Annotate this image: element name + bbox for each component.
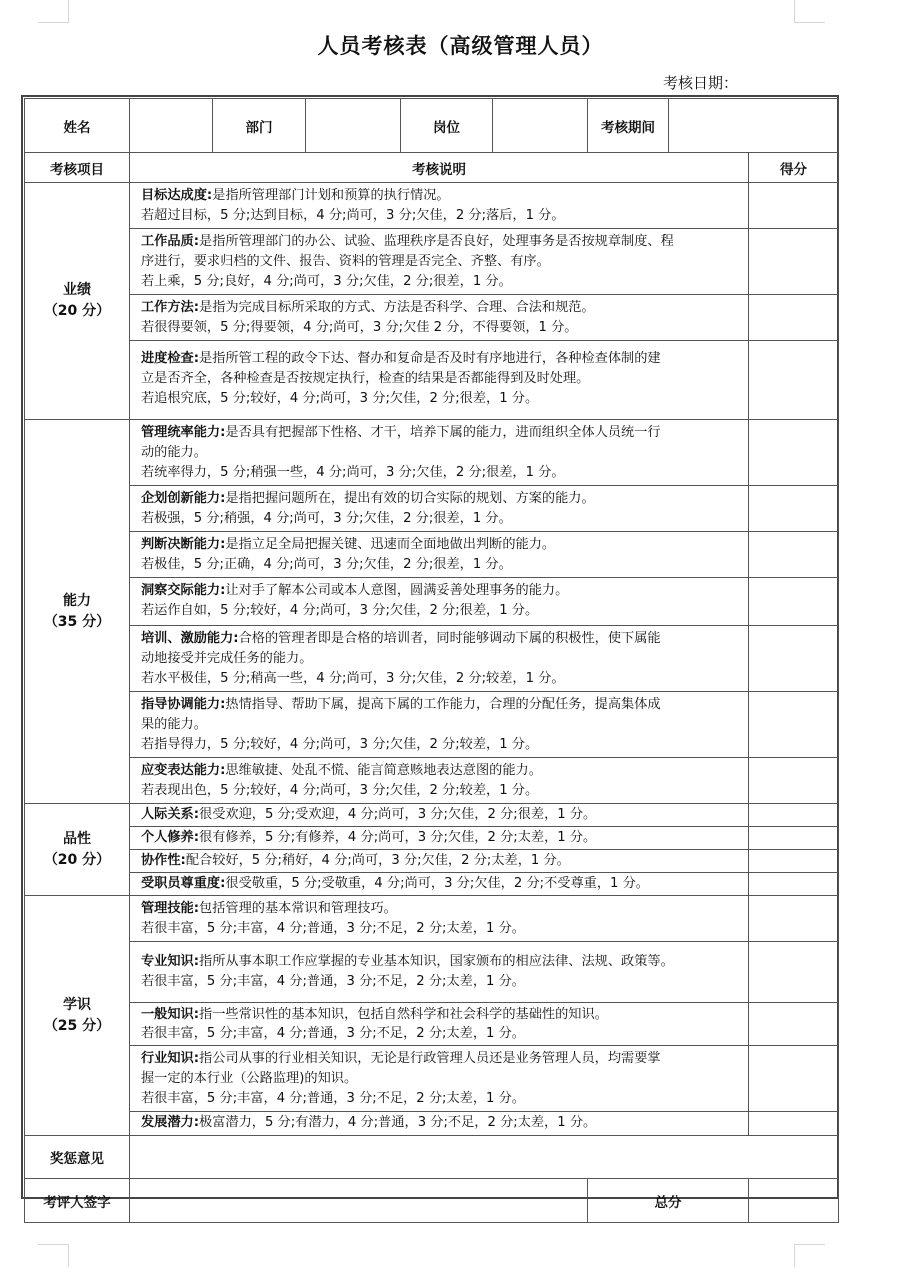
criterion-title: 管理技能: — [141, 901, 200, 916]
score-field[interactable] — [749, 341, 839, 420]
criterion-desc — [130, 896, 749, 942]
criterion-text: 是指把握问题所在，提出有效的切合实际的规划、方案的能力。 — [225, 491, 595, 506]
criterion-title: 判断决断能力: — [141, 537, 226, 552]
criterion-title: 培训、激励能力: — [141, 631, 239, 646]
criterion-text: 很受敬重，5 分;受敬重，4 分;尚可，3 分;欠佳，2 分;不受尊重，1 分。 — [225, 876, 649, 891]
info-row — [25, 99, 839, 153]
criterion-scale: 若极强，5 分;稍强，4 分;尚可，3 分;欠佳，2 分;很差，1 分。 — [141, 511, 512, 526]
criterion-scale: 若上乘，5 分;良好，4 分;尚可，3 分;欠佳，2 分;很差，1 分。 — [141, 274, 512, 289]
category-points: （35 分） — [43, 613, 111, 630]
criterion-desc — [130, 804, 749, 827]
criterion-line — [141, 761, 742, 781]
signature-label: 考评人签字 — [25, 1179, 130, 1223]
criterion-desc — [130, 486, 749, 532]
category-points: （20 分） — [43, 851, 111, 868]
score-field[interactable] — [749, 532, 839, 578]
criterion-scale: 若统率得力，5 分;稍强一些，4 分;尚可，3 分;欠佳，2 分;很差，1 分。 — [141, 465, 565, 480]
name-label: 姓名 — [25, 99, 130, 153]
score-field[interactable] — [749, 626, 839, 692]
criterion-text: 包括管理的基本常识和管理技巧。 — [199, 901, 397, 916]
criterion-row — [25, 850, 839, 873]
criterion-line — [141, 1049, 742, 1069]
criterion-desc — [130, 229, 749, 295]
score-field[interactable] — [749, 183, 839, 229]
criterion-title: 工作品质: — [141, 234, 200, 249]
criterion-line — [141, 186, 742, 206]
criterion-row — [25, 804, 839, 827]
criterion-row — [25, 578, 839, 626]
crop-mark-bottom-left — [38, 1244, 69, 1267]
criterion-line — [141, 629, 742, 649]
criterion-text-cont: 动地接受并完成任务的能力。 — [141, 651, 313, 666]
col-desc-header: 考核说明 — [130, 153, 749, 183]
criterion-text: 极富潜力，5 分;有潜力，4 分;普通，3 分;不足，2 分;太差，1 分。 — [199, 1115, 597, 1130]
crop-mark-top-right — [794, 0, 825, 23]
criterion-desc — [130, 942, 749, 1003]
criterion-scale: 若很丰富，5 分;丰富，4 分;普通，3 分;不足，2 分;太差，1 分。 — [141, 1091, 525, 1106]
criterion-desc — [130, 827, 749, 850]
criterion-row — [25, 758, 839, 804]
criterion-line — [141, 535, 742, 555]
category-points: （20 分） — [43, 303, 111, 319]
score-field[interactable] — [749, 1003, 839, 1046]
category-ability — [25, 420, 130, 804]
total-field[interactable] — [749, 1179, 839, 1223]
criterion-row — [25, 229, 839, 295]
score-field[interactable] — [749, 486, 839, 532]
criterion-text-cont: 序进行，要求归档的文件、报告、资料的管理是否完全、齐整、有序。 — [141, 254, 550, 269]
criterion-line — [141, 423, 742, 443]
criterion-line — [141, 232, 742, 252]
criterion-desc — [130, 341, 749, 420]
criterion-row — [25, 827, 839, 850]
criterion-title: 工作方法: — [141, 300, 200, 315]
criterion-row — [25, 532, 839, 578]
criterion-text-cont: 动的能力。 — [141, 445, 207, 460]
criterion-desc — [130, 532, 749, 578]
criterion-scale: 若很丰富，5 分;丰富，4 分;普通，3 分;不足，2 分;太差，1 分。 — [141, 921, 525, 936]
criterion-title: 受职员尊重度: — [141, 876, 226, 891]
name-field[interactable] — [130, 99, 213, 153]
criterion-scale: 若超过目标，5 分;达到目标，4 分;尚可，3 分;欠佳，2 分;落后，1 分。 — [141, 208, 565, 223]
criterion-line — [141, 581, 742, 601]
score-field[interactable] — [749, 1112, 839, 1136]
criterion-desc — [130, 295, 749, 341]
criterion-text: 思维敏捷、处乱不慌、能言简意赅地表达意图的能力。 — [225, 763, 542, 778]
category-name: 业绩 — [63, 282, 91, 298]
post-label: 岗位 — [401, 99, 493, 153]
criterion-title: 目标达成度: — [141, 188, 213, 203]
criterion-title: 应变表达能力: — [141, 763, 226, 778]
score-field[interactable] — [749, 896, 839, 942]
criterion-title: 管理统率能力: — [141, 425, 226, 440]
criterion-desc — [130, 850, 749, 873]
criterion-row — [25, 420, 839, 486]
page-title: 人员考核表（高级管理人员） — [317, 34, 604, 58]
criterion-line — [141, 695, 742, 715]
criterion-title: 协作性: — [141, 853, 186, 868]
dept-field[interactable] — [306, 99, 401, 153]
criterion-line — [141, 952, 742, 972]
criterion-row — [25, 1046, 839, 1112]
score-field[interactable] — [749, 420, 839, 486]
criterion-title: 企划创新能力: — [141, 491, 226, 506]
criterion-text: 指公司从事的行业相关知识，无论是行政管理人员还是业务管理人员，均需要掌 — [199, 1051, 661, 1066]
criterion-line — [141, 489, 742, 509]
score-field[interactable] — [749, 850, 839, 873]
dept-label: 部门 — [213, 99, 306, 153]
crop-mark-bottom-right — [794, 1244, 825, 1267]
criterion-text: 很受欢迎，5 分;受欢迎，4 分;尚可，3 分;欠佳，2 分;很差，1 分。 — [199, 807, 597, 822]
category-name: 能力 — [63, 592, 91, 609]
criterion-text: 是指为完成目标所采取的方式、方法是否科学、合理、合法和规范。 — [199, 300, 595, 315]
criterion-text: 让对手了解本公司或本人意图，圆满妥善处理事务的能力。 — [225, 583, 569, 598]
reward-label: 奖惩意见 — [25, 1136, 130, 1179]
score-field[interactable] — [749, 827, 839, 850]
criterion-text: 很有修养，5 分;有修养，4 分;尚可，3 分;欠佳，2 分;太差，1 分。 — [199, 830, 597, 845]
assessment-date-label: 考核日期： — [663, 74, 739, 92]
crop-mark-top-left — [38, 0, 69, 23]
criterion-scale: 若很丰富，5 分;丰富，4 分;普通，3 分;不足，2 分;太差，1 分。 — [141, 1026, 525, 1041]
criterion-text: 是指立足全局把握关键、迅速而全面地做出判断的能力。 — [225, 537, 556, 552]
score-field[interactable] — [749, 873, 839, 896]
criterion-desc — [130, 1003, 749, 1046]
criterion-line — [141, 298, 742, 318]
criterion-scale: 若运作自如，5 分;较好，4 分;尚可，3 分;欠佳，2 分;很差，1 分。 — [141, 603, 539, 618]
criterion-text: 是指所管工程的政令下达、督办和复命是否及时有序地进行，各种检查体制的建 — [199, 351, 661, 366]
criterion-title: 指导协调能力: — [141, 697, 226, 712]
criterion-text-cont: 果的能力。 — [141, 717, 207, 732]
score-field[interactable] — [749, 578, 839, 626]
criterion-title: 发展潜力: — [141, 1115, 200, 1130]
category-knowledge — [25, 896, 130, 1136]
criterion-row — [25, 486, 839, 532]
criterion-line — [141, 1005, 742, 1024]
criterion-title: 洞察交际能力: — [141, 583, 226, 598]
criterion-row — [25, 341, 839, 420]
assessment-table — [24, 98, 839, 1223]
category-character — [25, 804, 130, 896]
category-points: （25 分） — [43, 1017, 111, 1034]
criterion-row — [25, 295, 839, 341]
criterion-desc — [130, 873, 749, 896]
score-field[interactable] — [749, 295, 839, 341]
criterion-row — [25, 942, 839, 1003]
criterion-text: 合格的管理者即是合格的培训者，同时能够调动下属的积极性，使下属能 — [238, 631, 661, 646]
criterion-title: 人际关系: — [141, 807, 200, 822]
criterion-row — [25, 626, 839, 692]
criterion-row — [25, 183, 839, 229]
score-field[interactable] — [749, 1046, 839, 1112]
criterion-title: 专业知识: — [141, 954, 200, 969]
criterion-scale: 若很丰富，5 分;丰富，4 分;普通，3 分;不足，2 分;太差，1 分。 — [141, 974, 525, 989]
criterion-row — [25, 1112, 839, 1136]
criterion-scale: 若指导得力，5 分;较好，4 分;尚可，3 分;欠佳，2 分;较差，1 分。 — [141, 737, 539, 752]
criterion-title: 个人修养: — [141, 830, 200, 845]
criterion-scale: 若水平极佳，5 分;稍高一些，4 分;尚可，3 分;欠佳，2 分;较差，1 分。 — [141, 671, 565, 686]
criterion-desc — [130, 1112, 749, 1136]
post-field[interactable] — [493, 99, 588, 153]
criterion-title: 一般知识: — [141, 1007, 200, 1022]
criterion-title: 行业知识: — [141, 1051, 200, 1066]
score-field[interactable] — [749, 942, 839, 1003]
score-field[interactable] — [749, 804, 839, 827]
criterion-text-cont: 立是否齐全，各种检查是否按规定执行，检查的结果是否都能得到及时处理。 — [141, 371, 590, 386]
criterion-scale: 若很得要领，5 分;得要领，4 分;尚可，3 分;欠佳 2 分，不得要领，1 分。 — [141, 320, 578, 335]
category-performance — [25, 183, 130, 420]
signature-field[interactable] — [130, 1179, 588, 1223]
category-name: 学识 — [63, 996, 91, 1013]
criterion-title: 进度检查: — [141, 351, 200, 366]
criterion-desc — [130, 626, 749, 692]
criterion-row — [25, 896, 839, 942]
criterion-text: 是指所管理部门计划和预算的执行情况。 — [212, 188, 450, 203]
criterion-text: 热情指导、帮助下属，提高下属的工作能力，合理的分配任务，提高集体成 — [225, 697, 661, 712]
signature-row — [25, 1179, 839, 1223]
criterion-text: 配合较好，5 分;稍好，4 分;尚可，3 分;欠佳，2 分;太差，1 分。 — [185, 853, 570, 868]
criterion-desc — [130, 578, 749, 626]
column-header-row — [25, 153, 839, 183]
criterion-scale: 若极佳，5 分;正确，4 分;尚可，3 分;欠佳，2 分;很差，1 分。 — [141, 557, 512, 572]
category-name: 品性 — [63, 830, 91, 847]
criterion-scale: 若追根究底，5 分;较好，4 分;尚可，3 分;欠佳，2 分;很差，1 分。 — [141, 391, 539, 406]
reward-row — [25, 1136, 839, 1179]
criterion-line — [141, 899, 742, 919]
total-label: 总分 — [588, 1179, 749, 1223]
period-field[interactable] — [669, 99, 839, 153]
criterion-desc — [130, 1046, 749, 1112]
criterion-text: 是否具有把握部下性格、才干，培养下属的能力，进而组织全体人员统一行 — [225, 425, 661, 440]
criterion-desc — [130, 183, 749, 229]
criterion-line — [141, 349, 742, 369]
criterion-text: 指一些常识性的基本知识，包括自然科学和社会科学的基础性的知识。 — [199, 1007, 608, 1022]
reward-field[interactable] — [130, 1136, 839, 1179]
period-label: 考核期间 — [588, 99, 669, 153]
criterion-desc — [130, 692, 749, 758]
col-item-header: 考核项目 — [25, 153, 130, 183]
criterion-scale: 若表现出色，5 分;较好，4 分;尚可，3 分;欠佳，2 分;较差，1 分。 — [141, 783, 539, 798]
score-field[interactable] — [749, 229, 839, 295]
criterion-row — [25, 873, 839, 896]
criterion-row — [25, 692, 839, 758]
criterion-text: 指所从事本职工作应掌握的专业基本知识，国家颁布的相应法律、法规、政策等。 — [199, 954, 674, 969]
col-score-header: 得分 — [749, 153, 839, 183]
criterion-desc — [130, 758, 749, 804]
criterion-text-cont: 握一定的本行业（公路监理)的知识。 — [141, 1071, 358, 1086]
score-field[interactable] — [749, 758, 839, 804]
score-field[interactable] — [749, 692, 839, 758]
criterion-text: 是指所管理部门的办公、试验、监理秩序是否良好，处理事务是否按规章制度、程 — [199, 234, 674, 249]
criterion-row — [25, 1003, 839, 1046]
criterion-desc — [130, 420, 749, 486]
